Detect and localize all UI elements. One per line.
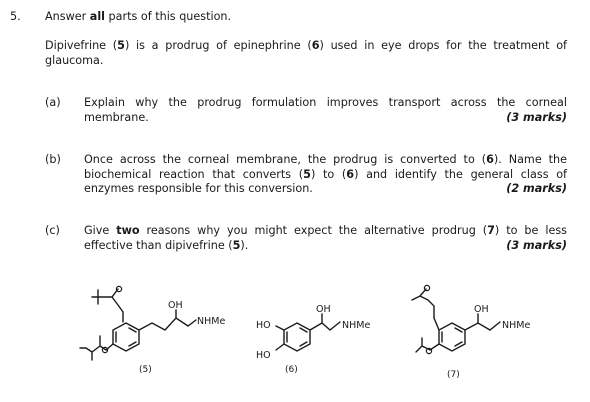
structure-7-label: (7) [447,370,460,380]
structure-5-oh: OH [168,300,183,311]
structure-6-oh: OH [316,304,331,315]
structure-5-amine: NHMe [197,316,226,327]
part-a-text: Explain why the prodrug formulation improves transport across the corneal membrane. (3 marks) [84,96,567,124]
structure-6-ho-top: HO [256,320,271,331]
question-number: 5. [10,10,21,23]
structure-5-label: (5) [139,365,152,375]
structure-7-oh: OH [474,304,489,315]
structure-6-ho-bottom: HO [256,350,271,361]
part-b-marks: (2 marks) [506,182,567,195]
question-instruction: Answer all parts of this question. [45,10,232,23]
part-a-label: (a) [45,96,61,109]
structure-7 [412,285,530,380]
structure-6 [256,304,370,375]
part-a-marks: (3 marks) [506,110,567,124]
structure-6-label: (6) [285,365,298,375]
part-c-marks: (3 marks) [506,238,567,252]
part-c-text: Give two reasons why you might expect the alternative prodrug (7) to be less effective than dipivefrine (5). (3 marks) [84,224,567,252]
structure-6-amine: NHMe [342,320,371,331]
structure-7-amine: NHMe [502,320,531,331]
structure-5 [80,286,225,375]
question-intro: Dipivefrine (5) is a prodrug of epinephrine (6) used in eye drops for the treatment of glaucoma. [45,39,567,67]
part-c-label: (c) [45,224,60,237]
part-b-label: (b) [45,153,61,166]
part-b-text: Once across the corneal membrane, the prodrug is converted to (6). Name the biochemical reaction that converts (5) to (6) and identify the general class of enzymes responsible for this conversion. (2 marks) [84,153,567,195]
structures-figure [0,280,590,402]
